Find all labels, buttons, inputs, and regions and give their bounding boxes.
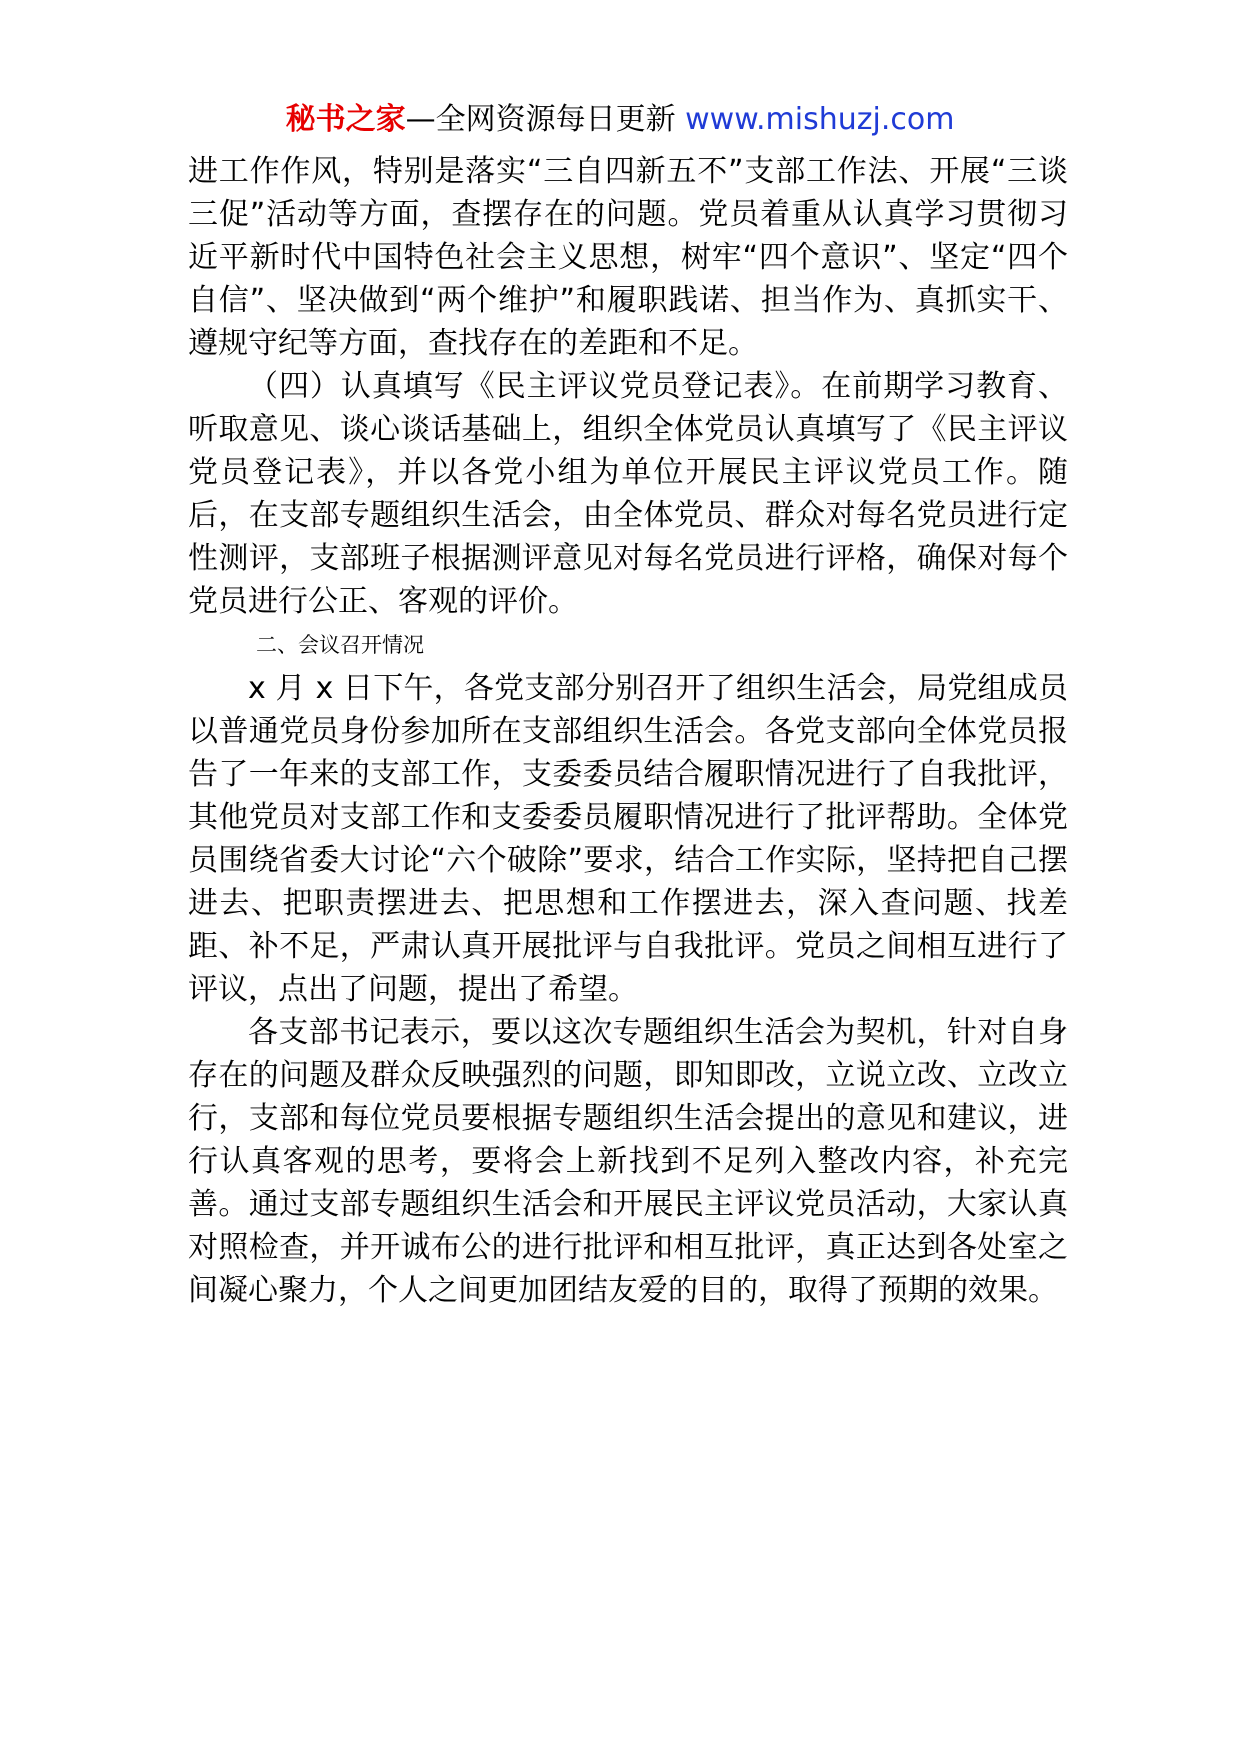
- paragraph-meeting-details: x 月 x 日下午，各党支部分别召开了组织生活会，局党组成员以普通党员身份参加所在支部组织生活会。各党支部向全体党员报告了一年来的支部工作，支委委员结合履职情况进行了自我批评，其他党员对支部工作和支委委员履职情况进行了批评帮助。全体党员围绕省委大讨论“六个破除”要求，结合工作实际，坚持把自己摆进去、把职责摆进去、把思想和工作摆进去，深入查问题、找差距、补不足，严肃认真开展批评与自我批评。党员之间相互进行了评议，点出了问题，提出了希望。: [188, 671, 1068, 1007]
- paragraph-registration-form: （四）认真填写《民主评议党员登记表》。在前期学习教育、听取意见、谈心谈话基础上，组织全体党员认真填写了《民主评议党员登记表》，并以各党小组为单位开展民主评议党员工作。随后，在支部专题组织生活会，由全体党员、群众对每名党员进行定性测评，支部班子根据测评意见对每名党员进行评格，确保对每个党员进行公正、客观的评价。: [188, 369, 1068, 619]
- paragraph-continued: 进工作作风，特别是落实“三自四新五不”支部工作法、开展“三谈三促”活动等方面，查摆存在的问题。党员着重从认真学习贯彻习近平新时代中国特色社会主义思想，树牢“四个意识”、坚定“四个自信”、坚决做到“两个维护”和履职践诺、担当作为、真抓实干、遵规守纪等方面，查找存在的差距和不足。: [188, 154, 1068, 361]
- section-heading-meeting: 二、会议召开情况: [256, 633, 424, 657]
- header-tagline: —全网资源每日更新: [405, 102, 686, 137]
- paragraph-secretaries-statement: 各支部书记表示，要以这次专题组织生活会为契机，针对自身存在的问题及群众反映强烈的问题，即知即改，立说立改、立改立行，支部和每位党员要根据专题组织生活会提出的意见和建议，进行认真客观的思考，要将会上新找到不足列入整改内容，补充完善。通过支部专题组织生活会和开展民主评议党员活动，大家认真对照检查，并开诚布公的进行批评和相互批评，真正达到各处室之间凝心聚力，个人之间更加团结友爱的目的，取得了预期的效果。: [188, 1015, 1068, 1308]
- header-url-link[interactable]: www.mishuzj.com: [685, 102, 955, 137]
- site-header: [0, 100, 1240, 140]
- document-body: [188, 150, 1068, 1312]
- header-brand: 秘书之家: [285, 102, 406, 137]
